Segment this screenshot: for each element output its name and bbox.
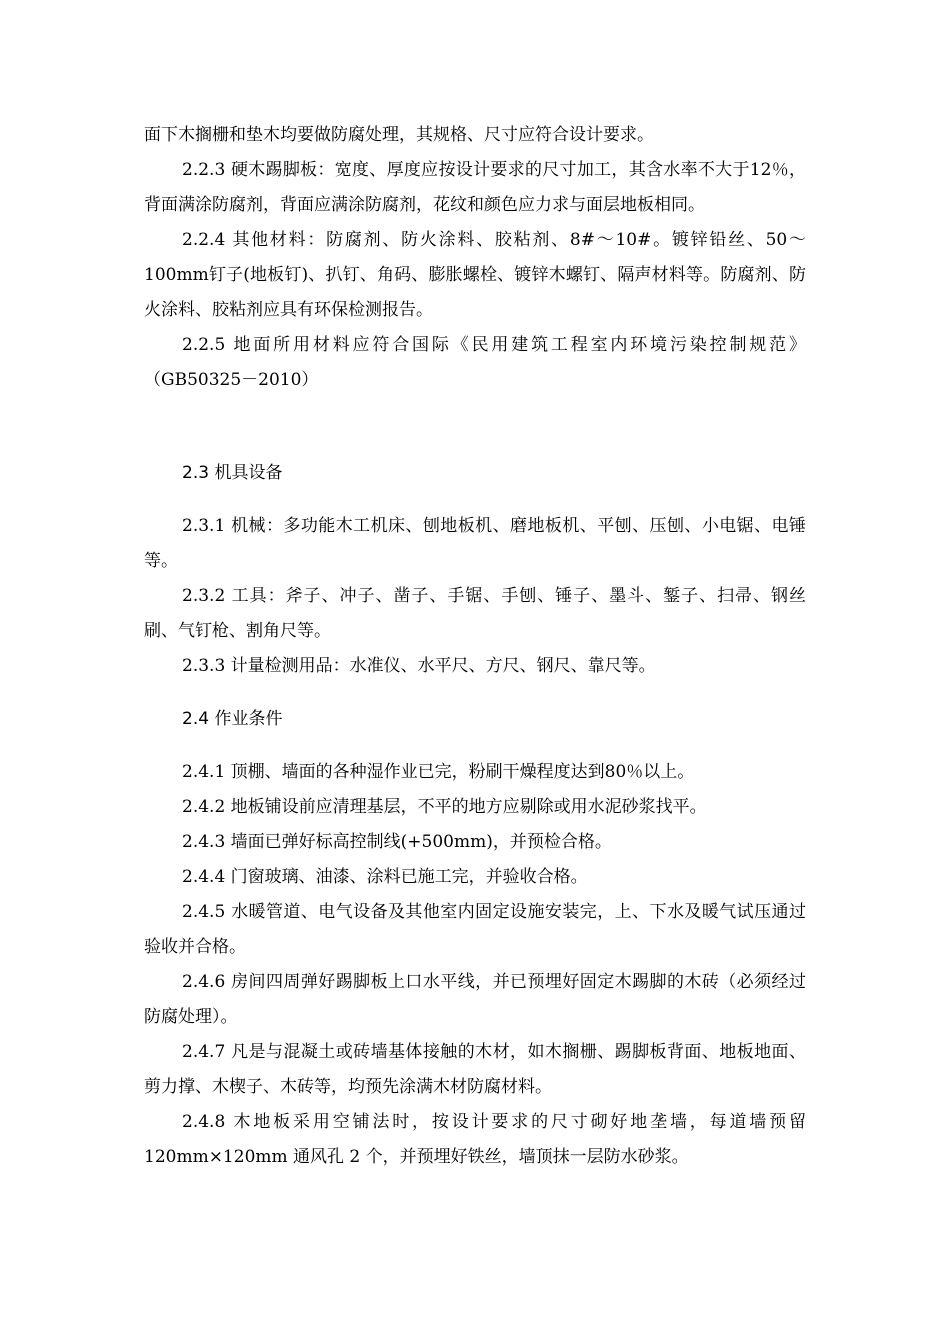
paragraph-2-3-2: 2.3.2 工具：斧子、冲子、凿子、手锯、手刨、锤子、墨斗、錾子、扫帚、钢丝刷、气钉枪、割角尺等。 (144, 586, 806, 641)
section-heading-2-4: 2.4 作业条件 (182, 709, 283, 729)
spacer (144, 684, 806, 702)
spacer (144, 737, 806, 755)
paragraph-continuation: 面下木搁栅和垫木均要做防腐处理，其规格、尺寸应符合设计要求。 (144, 125, 654, 145)
paragraph-2-4-6: 2.4.6 房间四周弹好踢脚板上口水平线，并已预埋好固定木踢脚的木砖（必须经过防腐处理）。 (144, 972, 806, 1027)
paragraph-2-4-2: 2.4.2 地板铺设前应清理基层，不平的地方应剔除或用水泥砂浆找平。 (182, 797, 707, 817)
paragraph-2-4-8: 2.4.8 木地板采用空铺法时，按设计要求的尺寸砌好地垄墙，每道墙预留120mm×120mm 通风孔 2 个，并预埋好铁丝，墙顶抹一层防水砂浆。 (144, 1112, 806, 1167)
paragraph-2-4-4: 2.4.4 门窗玻璃、油漆、涂料已施工完，并验收合格。 (182, 867, 588, 887)
spacer (144, 491, 806, 509)
paragraph-2-2-5: 2.2.5 地面所用材料应符合国际《民用建筑工程室内环境污染控制规范》（GB50325－2010） (144, 335, 806, 390)
spacer (144, 398, 806, 456)
paragraph-2-2-4: 2.2.4 其他材料：防腐剂、防火涂料、胶粘剂、8#～10#。镀锌铅丝、50～100mm钉子(地板钉)、扒钉、角码、膨胀螺栓、镀锌木螺钉、隔声材料等。防腐剂、防火涂料、胶粘剂应具有环保检测报告。 (144, 230, 806, 320)
paragraph-2-4-3: 2.4.3 墙面已弹好标高控制线(+500mm)，并预检合格。 (182, 832, 612, 852)
paragraph-2-4-7: 2.4.7 凡是与混凝土或砖墙基体接触的木材，如木搁栅、踢脚板背面、地板地面、剪力撑、木楔子、木砖等，均预先涂满木材防腐材料。 (144, 1042, 806, 1097)
paragraph-2-3-1: 2.3.1 机械：多功能木工机床、刨地板机、磨地板机、平刨、压刨、小电锯、电锤等。 (144, 516, 806, 571)
paragraph-2-3-3: 2.3.3 计量检测用品：水准仪、水平尺、方尺、钢尺、靠尺等。 (182, 656, 656, 676)
document-body (144, 118, 806, 1175)
section-heading-2-3: 2.3 机具设备 (182, 463, 283, 483)
paragraph-2-4-1: 2.4.1 顶棚、墙面的各种湿作业已完，粉刷干燥程度达到80％以上。 (182, 762, 695, 782)
paragraph-2-2-3: 2.2.3 硬木踢脚板：宽度、厚度应按设计要求的尺寸加工，其含水率不大于12％，背面满涂防腐剂，背面应满涂防腐剂，花纹和颜色应力求与面层地板相同。 (144, 160, 806, 215)
paragraph-2-4-5: 2.4.5 水暖管道、电气设备及其他室内固定设施安装完，上、下水及暖气试压通过验收并合格。 (144, 902, 806, 957)
